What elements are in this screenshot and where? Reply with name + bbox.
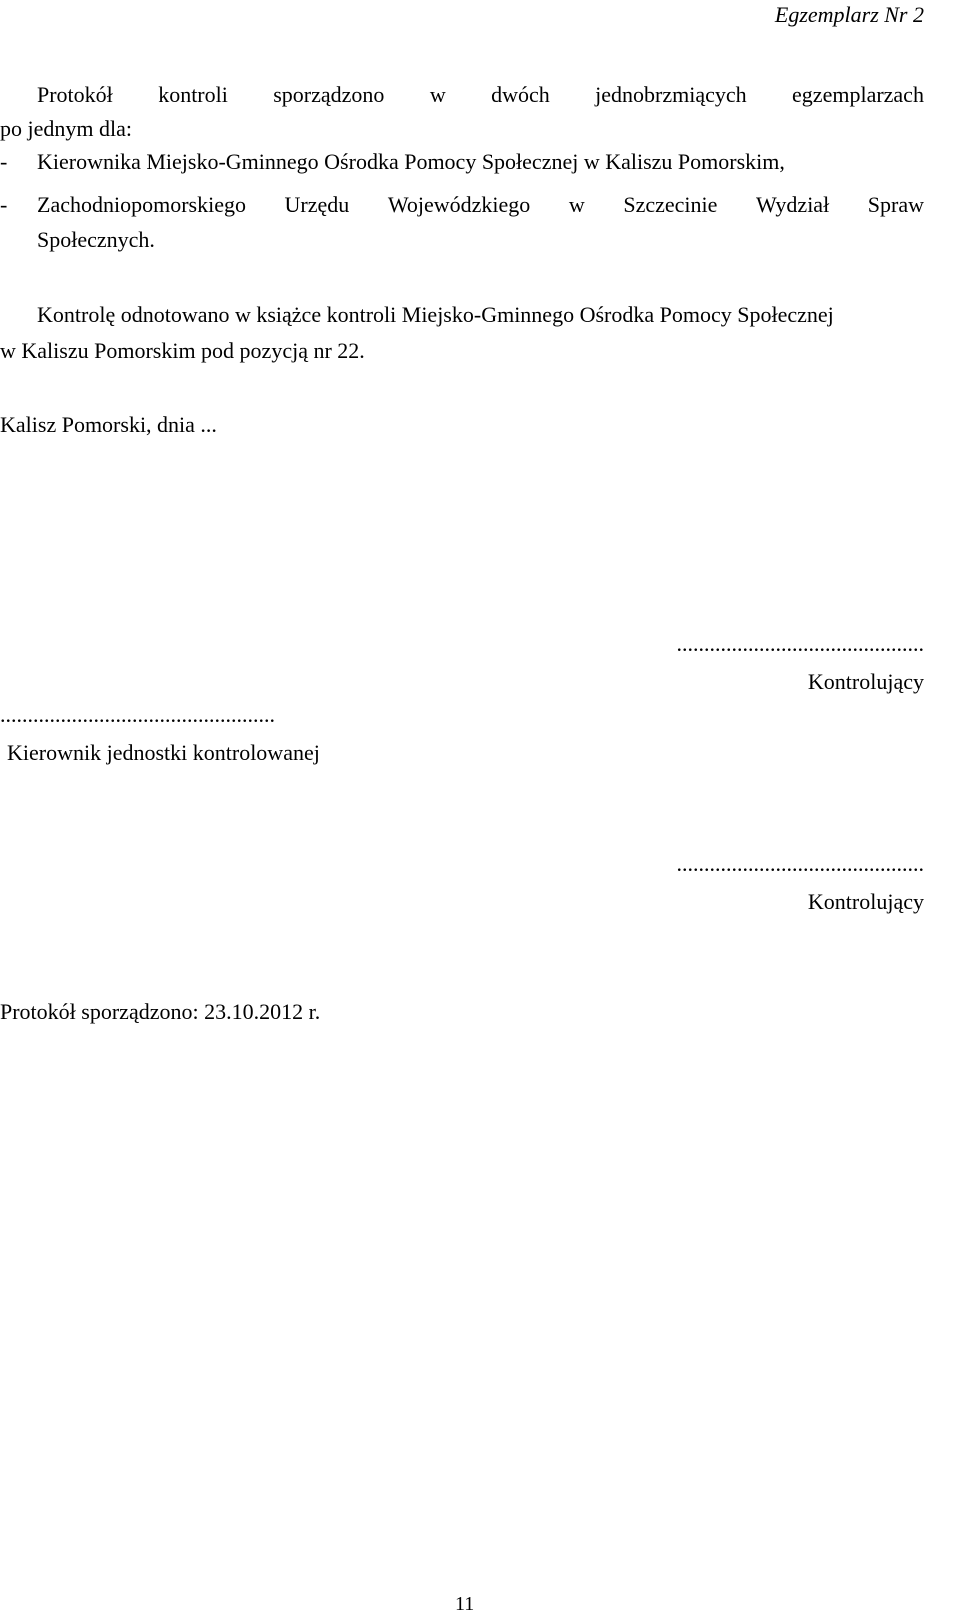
recipient-2-word: Urzędu <box>284 192 350 217</box>
recipient-2-continuation: Społecznych. <box>37 227 155 252</box>
intro-line-2: po jednym dla: <box>0 116 132 141</box>
record-note-line-1: Kontrolę odnotowano w książce kontroli Miejsko-Gminnego Ośrodka Pomocy Społecznej <box>37 302 834 327</box>
page-number: 11 <box>455 1593 475 1615</box>
signature-label: Kontrolujący <box>807 669 924 694</box>
signature-label: Kontrolujący <box>807 889 924 914</box>
intro-word: w <box>429 82 446 107</box>
recipient-2-word: Wydział <box>755 192 830 217</box>
recipient-2-word: Zachodniopomorskiego <box>37 192 246 217</box>
intro-word: jednobrzmiących <box>595 82 747 107</box>
intro-word: kontroli <box>158 82 228 107</box>
intro-line-1 <box>37 84 924 106</box>
recipient-2-word: Spraw <box>867 192 924 217</box>
recipient-1-text: Kierownika Miejsko-Gminnego Ośrodka Pomocy Społecznej w Kaliszu Pomorskim, <box>37 149 785 174</box>
recipient-2-line <box>37 194 924 216</box>
recipient-dash: - <box>0 192 8 217</box>
recipient-dash: - <box>0 149 8 174</box>
intro-word: sporządzono <box>273 82 385 107</box>
protocol-date-line: Protokół sporządzono: 23.10.2012 r. <box>0 999 321 1024</box>
place-date-line: Kalisz Pomorski, dnia ... <box>0 412 217 437</box>
intro-word: dwóch <box>491 82 550 107</box>
intro-word: Protokół <box>37 82 113 107</box>
signature-dots: ............................................. <box>676 631 924 656</box>
record-note-line-2: w Kaliszu Pomorskim pod pozycją nr 22. <box>0 338 365 363</box>
recipient-2-word: Wojewódzkiego <box>387 192 531 217</box>
signature-dots: .................................................. <box>0 702 275 727</box>
intro-word: egzemplarzach <box>792 82 924 107</box>
recipient-2-word: Szczecinie <box>623 192 718 217</box>
copy-number-label: Egzemplarz Nr 2 <box>774 2 924 27</box>
recipient-2-word: w <box>568 192 585 217</box>
signature-label: Kierownik jednostki kontrolowanej <box>7 740 320 765</box>
signature-dots: ............................................. <box>676 851 924 876</box>
